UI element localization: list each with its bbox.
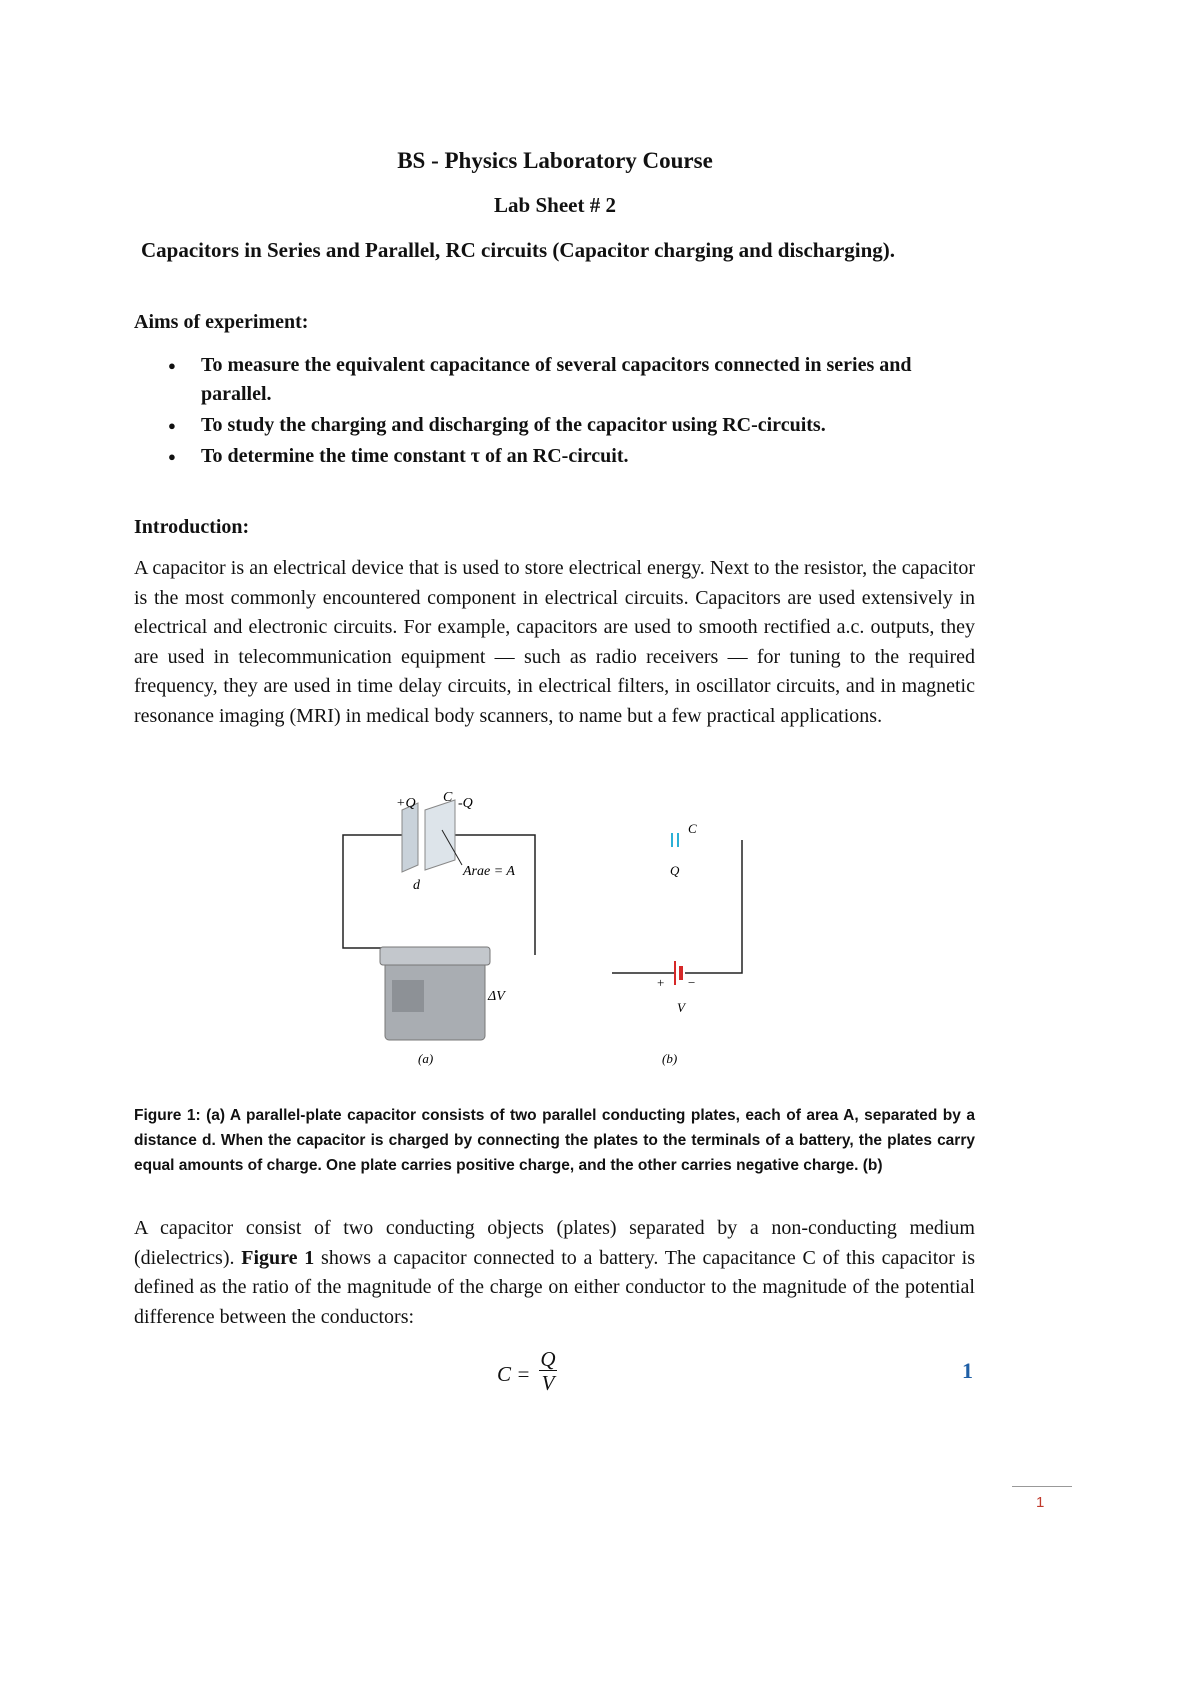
- lab-sheet-number: Lab Sheet # 2: [494, 193, 616, 217]
- label-c: C: [443, 790, 453, 805]
- label-minus-q: -Q: [458, 796, 473, 811]
- figure-caption: Figure 1: (a) A parallel-plate capacitor consists of two parallel conducting plates, each of area A, separated by a distance d. When the capacitor is charged by connecting the plates to the terminals of a battery, the plates carry equal amounts of charge. One plate carries positive charge, and the other carries negative charge. (b): [134, 1107, 975, 1174]
- figure-reference: Figure 1: [241, 1246, 315, 1269]
- body-text: A capacitor consist of two conducting objects (plates) separated by a non-conducting medium (dielectrics).: [134, 1217, 975, 1269]
- label-plus-b: +: [657, 975, 665, 990]
- figure-a-diagram: [343, 790, 535, 1066]
- figure-1: [330, 775, 770, 1075]
- equation-denominator: V: [541, 1371, 555, 1395]
- label-c-b: C: [688, 821, 697, 836]
- sublabel-a: (a): [418, 1051, 434, 1066]
- label-q-b: Q: [670, 863, 680, 878]
- label-delta-v: ΔV: [488, 989, 505, 1004]
- figure-b-diagram: [612, 821, 742, 1066]
- aim-item: ● To determine the time constant τ of an RC-circuit.: [134, 442, 975, 471]
- equation-numerator: Q: [540, 1347, 556, 1371]
- body-text: shows a capacitor connected to a battery. The capacitance C of this capacitor is defined as the ratio of the magnitude of the charge on either conductor to the magnitude of the potential difference between the conductors:: [134, 1246, 976, 1328]
- aims-heading: Aims of experiment:: [134, 311, 309, 333]
- label-minus-b: −: [688, 975, 696, 990]
- label-plus-q: +Q: [396, 796, 416, 811]
- label-v-b: V: [677, 1000, 685, 1015]
- label-area: Arae = A: [463, 864, 515, 879]
- aims-list: [134, 351, 975, 473]
- label-d: d: [413, 878, 420, 893]
- equation-number: 1: [962, 1358, 973, 1383]
- body-paragraph: [134, 1214, 975, 1332]
- introduction-paragraph: A capacitor is an electrical device that is used to store electrical energy. Next to the resistor, the capacitor is the most commonly encountered component in electrical circuits. Capacitors are used extensively in electrical and electronic circuits. For example, capacitors are used to smooth rectified a.c. outputs, they are used in telecommunication equipment — such as radio receivers — for tuning to the required frequency, they are used in time delay circuits, in electrical filters, in oscillator circuits, and in magnetic resonance imaging (MRI) in medical body scanners, to name but a few practical applications.: [134, 557, 975, 727]
- aim-item: ● To measure the equivalent capacitance of several capacitors connected in series and parallel.: [134, 351, 975, 409]
- introduction-heading: Introduction:: [134, 516, 250, 538]
- topic-title: Capacitors in Series and Parallel, RC circuits (Capacitor charging and discharging).: [141, 238, 896, 262]
- page-number: 1: [1036, 1494, 1045, 1511]
- equation-lhs: C =: [497, 1362, 531, 1386]
- footer-divider: [1012, 1486, 1072, 1487]
- aim-item: ● To study the charging and discharging of the capacitor using RC-circuits.: [134, 411, 975, 440]
- sublabel-b: (b): [662, 1051, 678, 1066]
- course-title: BS - Physics Laboratory Course: [397, 148, 713, 173]
